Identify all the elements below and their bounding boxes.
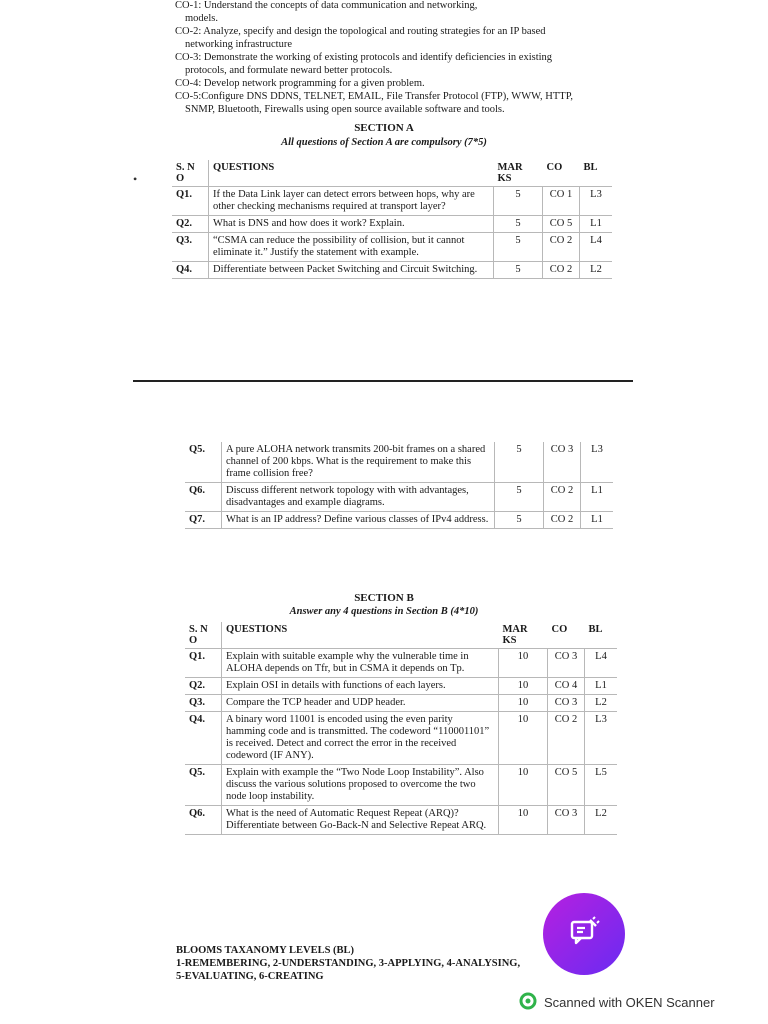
- row-question: Explain OSI in details with functions of each layers.: [222, 678, 499, 695]
- row-co: CO 2: [544, 483, 581, 512]
- row-sno: Q5.: [185, 765, 222, 806]
- row-co: CO 2: [544, 512, 581, 529]
- row-sno: Q3.: [185, 695, 222, 712]
- row-marks: 5: [494, 187, 543, 216]
- row-sno: Q3.: [172, 233, 209, 262]
- course-outcomes: [175, 0, 615, 117]
- page-divider: [133, 380, 633, 382]
- row-sno: Q2.: [172, 216, 209, 233]
- row-marks: 10: [499, 806, 548, 835]
- co-line: CO-2: Analyze, specify and design the topological and routing strategies for an IP based: [175, 26, 546, 37]
- co-line: CO-5:Configure DNS DDNS, TELNET, EMAIL, File Transfer Protocol (FTP), WWW, HTTP,: [175, 91, 574, 102]
- table-row: [185, 483, 613, 512]
- row-marks: 10: [499, 712, 548, 765]
- row-bl: L2: [585, 806, 618, 835]
- bloom-line: 1-REMEMBERING, 2-UNDERSTANDING, 3-APPLYING, 4-ANALYSING,: [176, 958, 521, 969]
- row-marks: 5: [494, 216, 543, 233]
- row-co: CO 3: [548, 695, 585, 712]
- row-sno: Q2.: [185, 678, 222, 695]
- table-row: [172, 233, 612, 262]
- row-co: CO 3: [548, 649, 585, 678]
- row-co: CO 2: [543, 233, 580, 262]
- row-marks: 5: [494, 233, 543, 262]
- co-line: models.: [185, 13, 218, 24]
- row-co: CO 5: [548, 765, 585, 806]
- row-question: What is an IP address? Define various classes of IPv4 address.: [222, 512, 495, 529]
- row-question: Discuss different network topology with with advantages, disadvantages and example diagrams.: [222, 483, 495, 512]
- row-co: CO 3: [548, 806, 585, 835]
- table-row: [185, 678, 617, 695]
- row-bl: L1: [581, 483, 614, 512]
- header-questions: QUESTIONS: [209, 160, 494, 187]
- table-header-row: [172, 160, 612, 187]
- header-marks: MAR KS: [499, 622, 548, 649]
- row-sno: Q5.: [185, 442, 222, 483]
- row-question: Differentiate between Packet Switching and Circuit Switching.: [209, 262, 494, 279]
- row-bl: L1: [580, 216, 613, 233]
- header-bl: BL: [585, 622, 618, 649]
- co-line: SNMP, Bluetooth, Firewalls using open source available software and tools.: [185, 104, 505, 115]
- table-row: [185, 712, 617, 765]
- table-row: [185, 695, 617, 712]
- section-b-table: [185, 622, 617, 835]
- header-marks: MAR KS: [494, 160, 543, 187]
- header-bl: BL: [580, 160, 613, 187]
- row-co: CO 4: [548, 678, 585, 695]
- row-question: A binary word 11001 is encoded using the even parity hamming code and is transmitted. The codeword “110001101” is received. Detect and correct the error in the received codeword (IF ANY).: [222, 712, 499, 765]
- chat-edit-fab-button[interactable]: [543, 893, 625, 975]
- row-bl: L5: [585, 765, 618, 806]
- row-bl: L1: [585, 678, 618, 695]
- row-marks: 5: [494, 262, 543, 279]
- co-line: CO-1: Understand the concepts of data communication and networking,: [175, 0, 478, 11]
- row-co: CO 2: [543, 262, 580, 279]
- row-sno: Q1.: [185, 649, 222, 678]
- section-a-subtitle: All questions of Section A are compulsory (7*5): [281, 137, 487, 148]
- row-bl: L4: [580, 233, 613, 262]
- row-bl: L3: [585, 712, 618, 765]
- row-question: Explain with suitable example why the vulnerable time in ALOHA depends on Tfr, but in CSMA it depends on Tp.: [222, 649, 499, 678]
- row-sno: Q7.: [185, 512, 222, 529]
- row-sno: Q4.: [185, 712, 222, 765]
- row-sno: Q6.: [185, 483, 222, 512]
- bloom-line: 5-EVALUATING, 6-CREATING: [176, 971, 324, 982]
- section-a-table-continued: [185, 442, 613, 529]
- table-header-row: [185, 622, 617, 649]
- section-b-subtitle: Answer any 4 questions in Section B (4*10): [289, 606, 479, 617]
- section-b-title: SECTION B: [354, 592, 414, 604]
- row-sno: Q6.: [185, 806, 222, 835]
- table-row: [172, 187, 612, 216]
- row-question: Explain with example the “Two Node Loop Instability”. Also discuss the various solutions proposed to overcome the two node loop instability.: [222, 765, 499, 806]
- row-co: CO 1: [543, 187, 580, 216]
- header-co: CO: [543, 160, 580, 187]
- row-marks: 10: [499, 765, 548, 806]
- table-row: [185, 512, 613, 529]
- table-row: [185, 806, 617, 835]
- row-marks: 10: [499, 678, 548, 695]
- row-question: Compare the TCP header and UDP header.: [222, 695, 499, 712]
- table-row: [185, 649, 617, 678]
- row-marks: 10: [499, 649, 548, 678]
- row-question: What is the need of Automatic Request Repeat (ARQ)? Differentiate between Go-Back-N and Selective Repeat ARQ.: [222, 806, 499, 835]
- row-bl: L3: [580, 187, 613, 216]
- header-questions: QUESTIONS: [222, 622, 499, 649]
- scanner-text: Scanned with OKEN Scanner: [544, 995, 715, 1010]
- chat-edit-icon: [567, 915, 601, 954]
- row-sno: Q4.: [172, 262, 209, 279]
- row-bl: L3: [581, 442, 614, 483]
- co-line: CO-3: Demonstrate the working of existing protocols and identify deficiencies in existing: [175, 52, 553, 63]
- row-bl: L2: [580, 262, 613, 279]
- row-marks: 5: [495, 512, 544, 529]
- row-marks: 5: [495, 442, 544, 483]
- row-marks: 5: [495, 483, 544, 512]
- section-a-table: [172, 160, 612, 279]
- table-row: [172, 262, 612, 279]
- row-question: If the Data Link layer can detect errors between hops, why are other checking mechanisms required at transport layer?: [209, 187, 494, 216]
- row-bl: L1: [581, 512, 614, 529]
- scanner-watermark: [518, 991, 715, 1014]
- table-row: [185, 442, 613, 483]
- row-question: “CSMA can reduce the possibility of collision, but it cannot eliminate it.” Justify the statement with example.: [209, 233, 494, 262]
- co-line: CO-4: Develop network programming for a given problem.: [175, 78, 425, 89]
- co-line: networking infrastructure: [185, 39, 293, 50]
- header-sno: S. N O: [172, 160, 209, 187]
- bloom-taxonomy: [176, 944, 596, 984]
- section-a-title: SECTION A: [354, 122, 414, 134]
- row-marks: 10: [499, 695, 548, 712]
- row-bl: L2: [585, 695, 618, 712]
- table-row: [172, 216, 612, 233]
- row-co: CO 3: [544, 442, 581, 483]
- scan-speck: •: [133, 172, 138, 186]
- row-co: CO 5: [543, 216, 580, 233]
- row-bl: L4: [585, 649, 618, 678]
- bloom-title: BLOOMS TAXANOMY LEVELS (BL): [176, 945, 355, 956]
- oken-logo-icon: [518, 991, 538, 1014]
- row-question: A pure ALOHA network transmits 200-bit frames on a shared channel of 200 kbps. What is the requirement to make this frame collision free?: [222, 442, 495, 483]
- table-row: [185, 765, 617, 806]
- co-line: protocols, and formulate neward better protocols.: [185, 65, 393, 76]
- header-sno: S. N O: [185, 622, 222, 649]
- header-co: CO: [548, 622, 585, 649]
- row-sno: Q1.: [172, 187, 209, 216]
- row-question: What is DNS and how does it work? Explain.: [209, 216, 494, 233]
- row-co: CO 2: [548, 712, 585, 765]
